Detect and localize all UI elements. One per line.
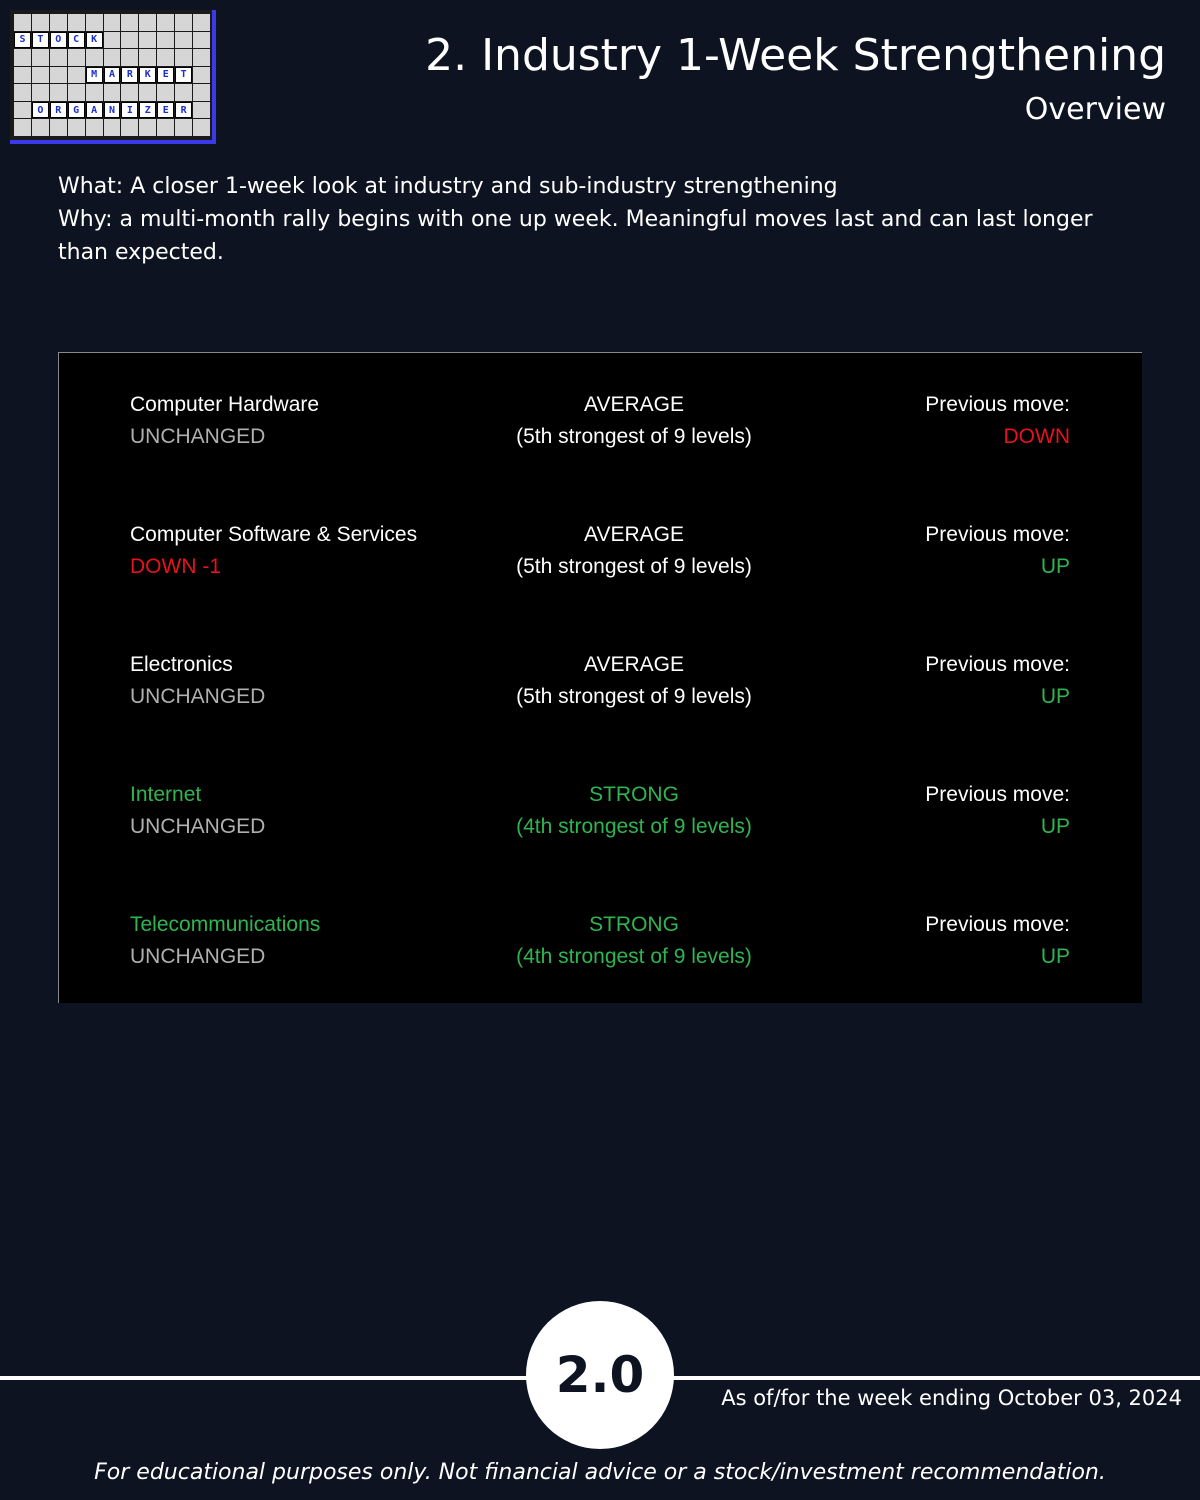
logo-tile — [175, 32, 192, 49]
logo-tile — [193, 102, 210, 119]
logo-tile — [139, 32, 156, 49]
logo-letter: N — [104, 102, 121, 119]
logo-tile — [68, 14, 85, 31]
logo-letter: A — [86, 102, 103, 119]
previous-move-value: UP — [1040, 555, 1070, 578]
strength-level-detail: (4th strongest of 9 levels) — [516, 945, 752, 968]
previous-move-value: DOWN — [1003, 425, 1070, 448]
logo-letter: R — [121, 67, 138, 84]
industry-row — [59, 779, 1142, 845]
logo-tile — [68, 67, 85, 84]
logo-letter: R — [175, 102, 192, 119]
strength-level-detail: (5th strongest of 9 levels) — [516, 685, 752, 708]
logo-letter: S — [14, 32, 31, 49]
logo-tile — [68, 84, 85, 101]
strength-level: AVERAGE — [584, 523, 684, 546]
logo-tile — [139, 119, 156, 136]
logo-tile — [139, 14, 156, 31]
logo-tile — [193, 119, 210, 136]
logo-tile — [50, 119, 67, 136]
logo-letter: O — [32, 102, 49, 119]
previous-move-label: Previous move: — [925, 913, 1070, 936]
logo-tile — [175, 14, 192, 31]
industry-panel — [58, 352, 1142, 1003]
industry-name: Telecommunications — [130, 913, 321, 936]
logo-tile — [86, 49, 103, 66]
industry-name: Electronics — [130, 653, 233, 676]
logo-tile — [175, 119, 192, 136]
industry-name: Computer Hardware — [130, 393, 320, 416]
previous-move-label: Previous move: — [925, 653, 1070, 676]
logo-tile — [157, 14, 174, 31]
industry-name: Computer Software & Services — [130, 523, 418, 546]
strength-level-detail: (4th strongest of 9 levels) — [516, 815, 752, 838]
logo-tile — [50, 67, 67, 84]
logo-tile — [32, 14, 49, 31]
previous-move-value: UP — [1040, 685, 1070, 708]
logo-tile — [50, 49, 67, 66]
logo-tile — [121, 32, 138, 49]
logo-letter: K — [139, 67, 156, 84]
previous-move-block — [925, 909, 1070, 973]
previous-move-block — [925, 389, 1070, 453]
logo-tile — [50, 14, 67, 31]
industry-name-block — [130, 779, 265, 843]
previous-move-block — [925, 649, 1070, 713]
logo-tile — [104, 119, 121, 136]
logo-tile — [104, 49, 121, 66]
description-what: What: A closer 1-week look at industry and sub-industry strengthening — [58, 174, 838, 199]
industry-row — [59, 649, 1142, 715]
logo-letter: A — [104, 67, 121, 84]
logo-tile — [193, 67, 210, 84]
previous-move-block — [925, 779, 1070, 843]
logo-tile — [68, 119, 85, 136]
strength-level-block — [434, 909, 834, 973]
logo-letter: I — [121, 102, 138, 119]
industry-change: UNCHANGED — [130, 815, 266, 838]
logo-tile — [86, 119, 103, 136]
logo-tile — [32, 67, 49, 84]
logo-tile — [139, 84, 156, 101]
logo-tile — [14, 102, 31, 119]
previous-move-label: Previous move: — [925, 783, 1070, 806]
industry-row — [59, 389, 1142, 455]
previous-move-value: UP — [1040, 815, 1070, 838]
logo-letter: R — [50, 102, 67, 119]
logo-tile — [50, 84, 67, 101]
logo-tile — [157, 49, 174, 66]
industry-name-block — [130, 389, 319, 453]
logo-letter: T — [175, 67, 192, 84]
logo-tile — [121, 14, 138, 31]
logo-letter: C — [68, 32, 85, 49]
industry-name-block — [130, 649, 265, 713]
previous-move-block — [925, 519, 1070, 583]
logo-letter: K — [86, 32, 103, 49]
logo-letter: Z — [139, 102, 156, 119]
logo-tile — [121, 119, 138, 136]
logo-letter: E — [157, 67, 174, 84]
logo-tile — [32, 84, 49, 101]
section-number-badge: 2.0 — [526, 1301, 674, 1449]
logo-tile — [14, 67, 31, 84]
strength-level-detail: (5th strongest of 9 levels) — [516, 555, 752, 578]
logo-letter: G — [68, 102, 85, 119]
strength-level-block — [434, 519, 834, 583]
logo-tile — [193, 49, 210, 66]
logo-letter: T — [32, 32, 49, 49]
industry-change: UNCHANGED — [130, 425, 266, 448]
logo-tile — [157, 84, 174, 101]
logo-tile — [139, 49, 156, 66]
logo-tile — [32, 119, 49, 136]
disclaimer: For educational purposes only. Not financial advice or a stock/investment recommendation. — [94, 1460, 1106, 1485]
logo-tile — [104, 84, 121, 101]
strength-level: AVERAGE — [584, 393, 684, 416]
logo-tile — [86, 14, 103, 31]
industry-change: UNCHANGED — [130, 685, 266, 708]
logo-tile — [86, 84, 103, 101]
page-subtitle: Overview — [1024, 92, 1166, 127]
logo-tile — [193, 14, 210, 31]
logo-tile — [14, 119, 31, 136]
logo-tile — [14, 84, 31, 101]
strength-level-detail: (5th strongest of 9 levels) — [516, 425, 752, 448]
description — [58, 170, 1138, 269]
logo-tile — [14, 14, 31, 31]
logo-tile — [193, 84, 210, 101]
strength-level-block — [434, 649, 834, 713]
logo-tile — [157, 119, 174, 136]
industry-name-block — [130, 909, 320, 973]
logo-letter: M — [86, 67, 103, 84]
industry-name: Internet — [130, 783, 202, 806]
logo-tile — [193, 32, 210, 49]
logo-tile — [175, 49, 192, 66]
logo-tile — [104, 32, 121, 49]
as-of-date: As of/for the week ending October 03, 2024 — [721, 1386, 1182, 1410]
logo-tile — [14, 49, 31, 66]
page-title: 2. Industry 1-Week Strengthening — [425, 30, 1166, 81]
industry-change: UNCHANGED — [130, 945, 266, 968]
industry-row — [59, 519, 1142, 585]
logo-tile — [32, 49, 49, 66]
logo-tile — [121, 49, 138, 66]
strength-level-block — [434, 389, 834, 453]
previous-move-label: Previous move: — [925, 523, 1070, 546]
strength-level-block — [434, 779, 834, 843]
strength-level: STRONG — [589, 913, 679, 936]
description-why: Why: a multi-month rally begins with one up week. Meaningful moves last and can last longer than expected. — [58, 207, 1093, 265]
previous-move-label: Previous move: — [925, 393, 1070, 416]
logo-tile — [121, 84, 138, 101]
logo-tile — [104, 14, 121, 31]
previous-move-value: UP — [1040, 945, 1070, 968]
logo-tile — [68, 49, 85, 66]
stock-market-organizer-logo — [10, 10, 216, 144]
strength-level: AVERAGE — [584, 653, 684, 676]
industry-change: DOWN -1 — [130, 555, 221, 578]
logo-letter-grid — [14, 14, 210, 136]
strength-level: STRONG — [589, 783, 679, 806]
industry-row — [59, 909, 1142, 975]
logo-letter: O — [50, 32, 67, 49]
logo-tile — [157, 32, 174, 49]
logo-tile — [175, 84, 192, 101]
logo-letter: E — [157, 102, 174, 119]
industry-name-block — [130, 519, 417, 583]
